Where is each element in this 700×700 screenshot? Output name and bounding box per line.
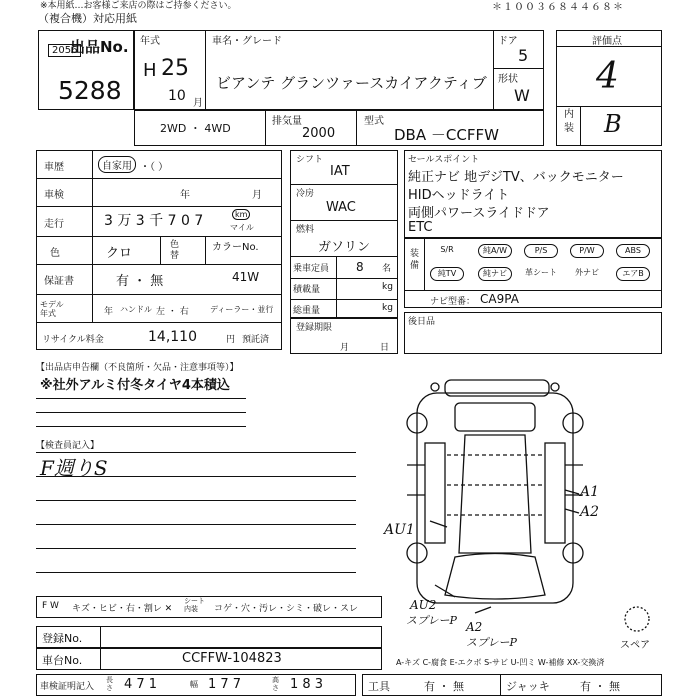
fuel-label: 燃料 bbox=[296, 225, 315, 235]
cert-label: 車検証明記入 bbox=[40, 682, 95, 692]
km-label: km bbox=[232, 209, 250, 220]
interior-value: B bbox=[604, 110, 622, 138]
damage-mark-a2-right: A2 bbox=[580, 504, 600, 520]
equip-tv: 純TV bbox=[430, 267, 464, 281]
height-value: 1 8 3 bbox=[290, 677, 324, 692]
top-note: ※本用紙…お客様ご来店の際はご持参ください。 bbox=[40, 1, 237, 11]
damage-legend: A-キズ C-腐食 E-エクボ S-サビ U-凹ミ W-補修 XX-交換済 bbox=[396, 658, 605, 667]
recycle-label: リサイクル料金 bbox=[42, 335, 104, 345]
equip-ps: P/S bbox=[524, 244, 558, 258]
registration-month: 月 bbox=[340, 343, 350, 353]
equipment-label: 装備 bbox=[410, 249, 420, 271]
jack-label: ジャッキ bbox=[506, 680, 550, 693]
car-name: ビアンテ グランツァースカイアクティブ bbox=[216, 74, 487, 92]
interior-label: 内装 bbox=[564, 109, 574, 134]
sales-point-2: HIDヘッドライト bbox=[408, 188, 510, 203]
spare-label: スペア bbox=[620, 640, 650, 651]
displacement-label: 排気量 bbox=[272, 116, 302, 127]
year-label: 年式 bbox=[140, 36, 160, 47]
mile-label: マイル bbox=[230, 223, 254, 232]
lot-small-number: 2056 bbox=[48, 44, 81, 57]
score-label: 評価点 bbox=[592, 36, 622, 47]
model-label: 型式 bbox=[364, 116, 384, 127]
lot-number: 5288 bbox=[58, 76, 122, 105]
ac-value: WAC bbox=[326, 200, 356, 215]
doors-label: ドア bbox=[498, 36, 518, 47]
mileage-label: 走行 bbox=[44, 219, 64, 230]
recycle-note: 預託済 bbox=[242, 335, 270, 345]
equip-abs: ABS bbox=[616, 244, 650, 258]
sales-point-3: 両側パワースライドドア bbox=[408, 206, 550, 221]
later-fit-label: 後日品 bbox=[408, 317, 436, 327]
equip-alloy: 純A/W bbox=[478, 244, 512, 258]
capacity-value: 8 bbox=[356, 260, 364, 274]
ac-label: 冷房 bbox=[296, 189, 315, 199]
damage-mark-a1-right: A1 bbox=[580, 484, 600, 500]
width-label: 幅 bbox=[190, 680, 198, 689]
color-value: クロ bbox=[106, 246, 133, 261]
model-value: DBA －CCFFW bbox=[394, 126, 499, 144]
sales-points-label: セールスポイント bbox=[408, 155, 480, 165]
reg-no-row bbox=[36, 626, 382, 648]
declaration-text: ※社外アルミ付冬タイヤ4本積込 bbox=[40, 378, 230, 393]
model-year-unit: 年 bbox=[104, 307, 114, 317]
shift-value: IAT bbox=[330, 164, 350, 179]
fw-items: キズ・ヒビ・右・割レ ✕ bbox=[72, 604, 173, 614]
jack-value: 有 ・ 無 bbox=[580, 680, 620, 693]
equip-aftermarket-navi: 外ナビ bbox=[575, 268, 599, 277]
history-value: 自家用 bbox=[98, 156, 136, 173]
displacement-value: 2000 bbox=[302, 126, 336, 141]
equip-navi: 純ナビ bbox=[478, 267, 512, 281]
color-no-value: 41W bbox=[232, 270, 260, 284]
recycle-value: 14,110 bbox=[148, 329, 197, 345]
model-year-label: モデル年式 bbox=[40, 300, 64, 318]
month-value: 10 bbox=[168, 88, 186, 104]
drive-label: 2WD ・ 4WD bbox=[160, 122, 231, 135]
chassis-label: 車台No. bbox=[42, 654, 83, 667]
capacity-label: 乗車定員 bbox=[293, 264, 330, 274]
inspector-text: F週りS bbox=[40, 456, 108, 480]
chassis-value: CCFFW-104823 bbox=[182, 651, 282, 666]
inspection-month-unit: 月 bbox=[252, 190, 262, 201]
car-name-label: 車名・グレード bbox=[212, 36, 282, 47]
score-value: 4 bbox=[596, 56, 619, 97]
history-label: 車歴 bbox=[44, 162, 64, 173]
length-label: 長さ bbox=[106, 676, 113, 692]
fw-seat-items: コゲ・穴・汚レ・シミ・破レ・スレ bbox=[214, 604, 359, 614]
registration-day: 日 bbox=[380, 343, 390, 353]
reg-no-label: 登録No. bbox=[42, 632, 83, 645]
lot-label: 出品No. bbox=[70, 38, 129, 56]
width-value: 1 7 7 bbox=[208, 677, 242, 692]
height-label: 高さ bbox=[272, 676, 279, 692]
era: H bbox=[143, 60, 157, 81]
load-unit: kg bbox=[382, 282, 393, 292]
sales-point-1: 純正ナビ 地デジTV、バックモニター bbox=[408, 170, 624, 185]
warranty-value: 有 ・ 無 bbox=[116, 274, 164, 289]
spray-note-1: スプレーP bbox=[406, 614, 457, 627]
capacity-unit: 名 bbox=[382, 264, 392, 274]
recycle-unit: 円 bbox=[226, 335, 236, 345]
warranty-label: 保証書 bbox=[44, 276, 74, 287]
color-no-label: カラーNo. bbox=[212, 242, 259, 253]
registration-label: 登録期限 bbox=[296, 323, 333, 333]
tools-value: 有 ・ 無 bbox=[424, 680, 464, 693]
inspection-year-unit: 年 bbox=[180, 190, 190, 201]
shape-value: W bbox=[514, 86, 530, 105]
inspector-label: 【検査員記入】 bbox=[36, 441, 100, 451]
form-type-label: （複合機）対応用紙 bbox=[38, 12, 137, 25]
handle-label: ハンドル bbox=[120, 305, 152, 314]
car-damage-diagram bbox=[395, 375, 685, 635]
dealer-label: ディーラー・並行 bbox=[210, 305, 274, 314]
barcode-number: ＊１００３６８４４６８＊ bbox=[492, 2, 624, 13]
declaration-label: 【出品店申告欄（不良箇所・欠品・注意事項等）】 bbox=[36, 363, 239, 373]
mileage-value: 3 万 3 千 7 0 7 bbox=[104, 213, 204, 229]
weight-label: 総重量 bbox=[293, 306, 321, 316]
tools-label: 工具 bbox=[368, 680, 390, 693]
shape-label: 形状 bbox=[498, 74, 518, 85]
color-change-label: 色替 bbox=[170, 240, 180, 261]
damage-mark-au2-front: AU2 bbox=[410, 598, 437, 612]
navi-model-value: CA9PA bbox=[480, 292, 519, 306]
history-rest: ・（ ） bbox=[140, 162, 169, 173]
fw-label: F W bbox=[42, 601, 59, 611]
weight-unit: kg bbox=[382, 303, 393, 313]
handle-value: 左 ・ 右 bbox=[156, 307, 189, 317]
doors-value: 5 bbox=[518, 46, 529, 65]
year-value: 25 bbox=[161, 56, 189, 81]
shift-label: シフト bbox=[296, 155, 324, 165]
damage-mark-au1-left: AU1 bbox=[384, 522, 415, 538]
navi-model-label: ナビ型番： bbox=[430, 297, 476, 307]
damage-mark-a2-front: A2 bbox=[466, 620, 483, 634]
fw-seat-label: シート内装 bbox=[184, 597, 205, 613]
equip-leather: 革シート bbox=[525, 268, 557, 277]
later-fit-box bbox=[404, 312, 662, 354]
fuel-value: ガソリン bbox=[318, 240, 371, 255]
month-unit: 月 bbox=[193, 98, 203, 109]
color-label: 色 bbox=[50, 248, 60, 259]
equip-airbag: エアB bbox=[616, 267, 650, 281]
sales-point-4: ETC bbox=[408, 220, 433, 235]
equip-pw: P/W bbox=[570, 244, 604, 258]
spray-note-2: スプレーP bbox=[466, 636, 517, 649]
equip-sr: S/R bbox=[440, 245, 454, 254]
length-value: 4 7 1 bbox=[124, 677, 158, 692]
inspection-label: 車検 bbox=[44, 190, 64, 201]
load-label: 積載量 bbox=[293, 285, 321, 295]
